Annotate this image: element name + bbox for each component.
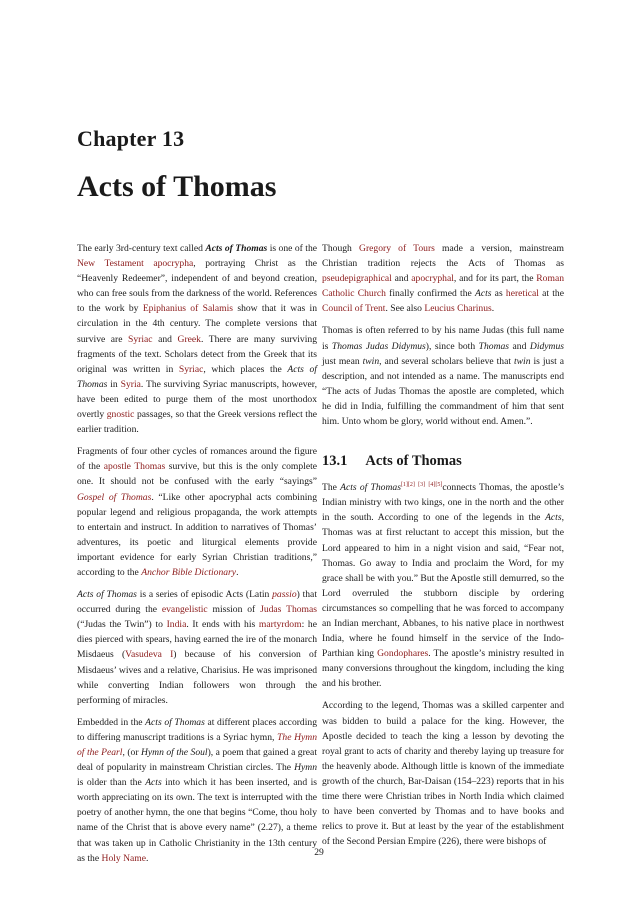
- text: Hymn of the Soul: [141, 747, 208, 758]
- link-apocryphal[interactable]: apocryphal: [411, 273, 454, 285]
- text: According to the legend, Thomas was a skilled carpenter and was bidden to build a palace for the king. However, the Apostle decided to teach the king a lesson by devoting the royal grant to acts of charity and thereby laying up treasure for the heavenly abode. Although little is known of the immediate growth of the church, Bar-Daisan (154–223) reports that in his time there were Christian tribes in North India which claimed to have been converted by Thomas and to have books and relics to prove it. But at least by the year of the establishment of the Second Persian Empire (226), there were bishops of: [322, 700, 564, 848]
- text: Though: [322, 243, 360, 254]
- text: .: [146, 852, 149, 864]
- text: The Hymn of the Pearl: [77, 731, 317, 758]
- text: just mean: [322, 355, 363, 367]
- text: , Thomas was at first reluctant to accept this mission, but the Lord appeared to him in a night vision and said, “Fear not, Thomas. Go away to India and proclaim the Word, for my grace shall be with you.” But the Apostle still demurred, so the Lord overruled the stubborn disciple by ordering circumstances so compelling that he was forced to accompany an Indian merchant, Abbanes, to his native place in northwest India, where he found himself in the service of the Indo-Parthian king: [322, 512, 564, 660]
- text: and: [391, 273, 412, 285]
- text: . There are many surviving fragments of the text. Scholars detect from the Greek that its original was written in: [77, 333, 317, 375]
- text: passio: [272, 589, 297, 601]
- text: Thomas Judas Didymus: [331, 340, 426, 352]
- link-martyrdom[interactable]: martyrdom: [258, 619, 302, 631]
- text: , (or: [122, 747, 141, 758]
- text: is one of the: [267, 243, 317, 254]
- text: . The apostle’s ministry resulted in many conversions throughout the kingdom, including the king and his brother.: [322, 648, 564, 690]
- paragraph-hymn: [77, 715, 317, 866]
- link-pseudepigraphical[interactable]: pseudepigraphical: [322, 273, 392, 285]
- link-syriac[interactable]: Syriac: [128, 333, 153, 345]
- paragraph-tradition: [322, 241, 564, 316]
- text: as: [491, 288, 506, 300]
- text: Fragments of four other cycles of romances around the figure of the: [77, 446, 317, 473]
- link-new-testament-apocrypha[interactable]: New Testament apocrypha: [77, 258, 194, 270]
- text: , which places the: [203, 363, 288, 375]
- link-syria[interactable]: Syria: [120, 378, 141, 390]
- text: Acts of Thomas: [77, 363, 317, 390]
- paragraph-intro: [77, 241, 317, 437]
- text: mission of: [207, 604, 261, 616]
- text: Acts: [145, 777, 162, 789]
- text: Acts: [545, 512, 562, 524]
- text: , and several scholars believe that: [379, 355, 514, 367]
- text: . It ends with his: [186, 619, 259, 631]
- text: show that it was in circulation in the 4th century. The complete versions that survive are: [77, 303, 318, 345]
- text: and: [152, 333, 178, 345]
- link-roman-catholic-church[interactable]: Roman Catholic Church: [322, 273, 564, 300]
- text: and: [509, 340, 530, 352]
- link-thomas[interactable]: Thomas: [134, 461, 166, 473]
- text: .: [236, 566, 239, 578]
- page-number: 29: [314, 847, 324, 858]
- chapter-label: Chapter 13: [77, 126, 185, 151]
- paragraph-ministry: [322, 480, 564, 691]
- link-syriac[interactable]: Syriac: [178, 363, 204, 375]
- link-india[interactable]: India: [166, 619, 187, 631]
- text: finally confirmed the: [385, 288, 475, 300]
- link-vasudeva-i[interactable]: Vasudeva I: [125, 649, 174, 661]
- text: Hymn: [294, 762, 317, 774]
- text: ), a poem that gained a great deal of popularity in mainstream Christian circles. The: [77, 747, 317, 774]
- text: Gospel of Thomas: [77, 491, 152, 503]
- link-heretical[interactable]: heretical: [505, 288, 539, 300]
- text: twin: [362, 355, 380, 367]
- text: Acts of Thomas: [340, 482, 401, 494]
- text: ), since both: [425, 340, 479, 352]
- section-heading: [322, 451, 564, 471]
- right-column: [322, 241, 564, 856]
- text: survive, but this is the only complete one. It should not be confused with the early “sayings”: [77, 461, 317, 488]
- text: The early 3rd-century text called: [77, 243, 206, 254]
- link-apostle[interactable]: apostle: [103, 461, 131, 473]
- text: . See also: [385, 303, 425, 315]
- paragraph-name: [322, 323, 564, 429]
- section-title: Acts of Thomas: [365, 453, 462, 470]
- paragraph-legend: [322, 698, 564, 849]
- text: (“Judas the Twin”) to: [77, 619, 167, 631]
- text: . The surviving Syriac manuscripts, however, have been edited to purge them of the most unorthodox overtly: [77, 378, 317, 421]
- text: Anchor Bible Dictionary: [141, 566, 237, 578]
- text: into which it has been inserted, and is worth appreciating on its own. The text is interrupted with the poetry of another hymn, the one that begins “Come, thou holy name of the Christ that is above every name” (2.27), a theme that was taken up in Catholic Christianity in the 13th century as the: [77, 777, 317, 864]
- text: Didymus: [529, 340, 564, 352]
- text: at the: [538, 288, 564, 300]
- text: .: [491, 303, 495, 315]
- link-leucius-charinus[interactable]: Leucius Charinus: [424, 303, 492, 315]
- link-greek[interactable]: Greek: [177, 333, 201, 345]
- text: . “Like other apocryphal acts combining popular legend and religious propaganda, the work attempts to entertain and instruct. In addition to narratives of Thomas’ adventures, its poetic and liturgical elements provide important evidence for early Syrian Christian traditions,” according to the: [77, 491, 318, 578]
- text: , portraying Christ as the “Heavenly Redeemer”, independent of and beyond creation, who can free souls from the darkness of the world. References to the work by: [77, 258, 317, 315]
- text: Acts of Thomas: [145, 716, 205, 728]
- link-evangelistic[interactable]: evangelistic: [161, 604, 208, 616]
- text: is a series of episodic Acts (Latin: [136, 589, 273, 601]
- text: Acts of Thomas: [205, 243, 268, 254]
- text: is just a description, and not intended as a name. The manuscripts end “The acts of Judas Thomas the apostle are completed, which he did in India, fulfilling the commandment of him that sent him. Unto whom be glory, world without end. Amen.”.: [322, 355, 564, 428]
- text: ) because of his conversion of Misdaeus’ wives and a relative, Charisius. He was imprisoned while converting Indian followers won through the performing of miracles.: [77, 649, 318, 706]
- paragraph-fragments: [77, 444, 317, 580]
- chapter-title: Acts of Thomas: [77, 170, 277, 203]
- reference-link[interactable]: [1][2]: [400, 481, 415, 488]
- link-judas-thomas[interactable]: Judas Thomas: [260, 604, 317, 616]
- link-council-of-trent[interactable]: Council of Trent: [322, 303, 386, 315]
- link-passio[interactable]: [272, 589, 297, 600]
- link-gospel-of-thomas[interactable]: [77, 492, 151, 503]
- text: in: [107, 378, 121, 390]
- text: , and for its part, the: [453, 273, 537, 285]
- link-gondophares[interactable]: Gondophares: [377, 648, 429, 660]
- link-holy-name[interactable]: Holy Name: [101, 852, 147, 864]
- left-column: [77, 241, 317, 873]
- reference-link[interactable]: [3]: [418, 481, 426, 488]
- text: Thomas is often referred to by his name Judas (this full name is: [322, 325, 564, 352]
- text: Acts of Thomas: [77, 589, 137, 601]
- paragraph-episodic-acts: [77, 587, 317, 708]
- reference-link[interactable]: [4][5]: [428, 481, 443, 488]
- text: The: [322, 482, 341, 494]
- text: made a version, mainstream Christian tradition rejects the Acts of Thomas as: [322, 243, 564, 270]
- text: ) that occurred during the: [77, 589, 317, 616]
- text: Embedded in the: [77, 716, 146, 728]
- text: : he dies pierced with spears, having earned the ire of the monarch Misdaeus (: [77, 619, 317, 661]
- link-anchor-bible-dictionary[interactable]: [141, 566, 239, 578]
- text: connects Thomas, the apostle’s Indian ministry with two kings, one in the north and the other in the south. According to one of the legends in the: [322, 482, 564, 524]
- text: is older than the: [77, 777, 146, 789]
- link-gnostic[interactable]: gnostic: [106, 409, 135, 421]
- link-gregory-of-tours[interactable]: Gregory of Tours: [359, 243, 435, 254]
- link-epiphanius[interactable]: Epiphanius of Salamis: [142, 303, 234, 315]
- section-number: 13.1: [322, 453, 348, 470]
- text: twin: [513, 355, 531, 367]
- text: Acts: [474, 288, 492, 300]
- text: passages, so that the Greek versions reflect the earlier tradition.: [77, 409, 317, 436]
- text: at different places according to differing manuscript traditions is a Syriac hymn,: [77, 716, 317, 743]
- text: Thomas: [478, 340, 510, 352]
